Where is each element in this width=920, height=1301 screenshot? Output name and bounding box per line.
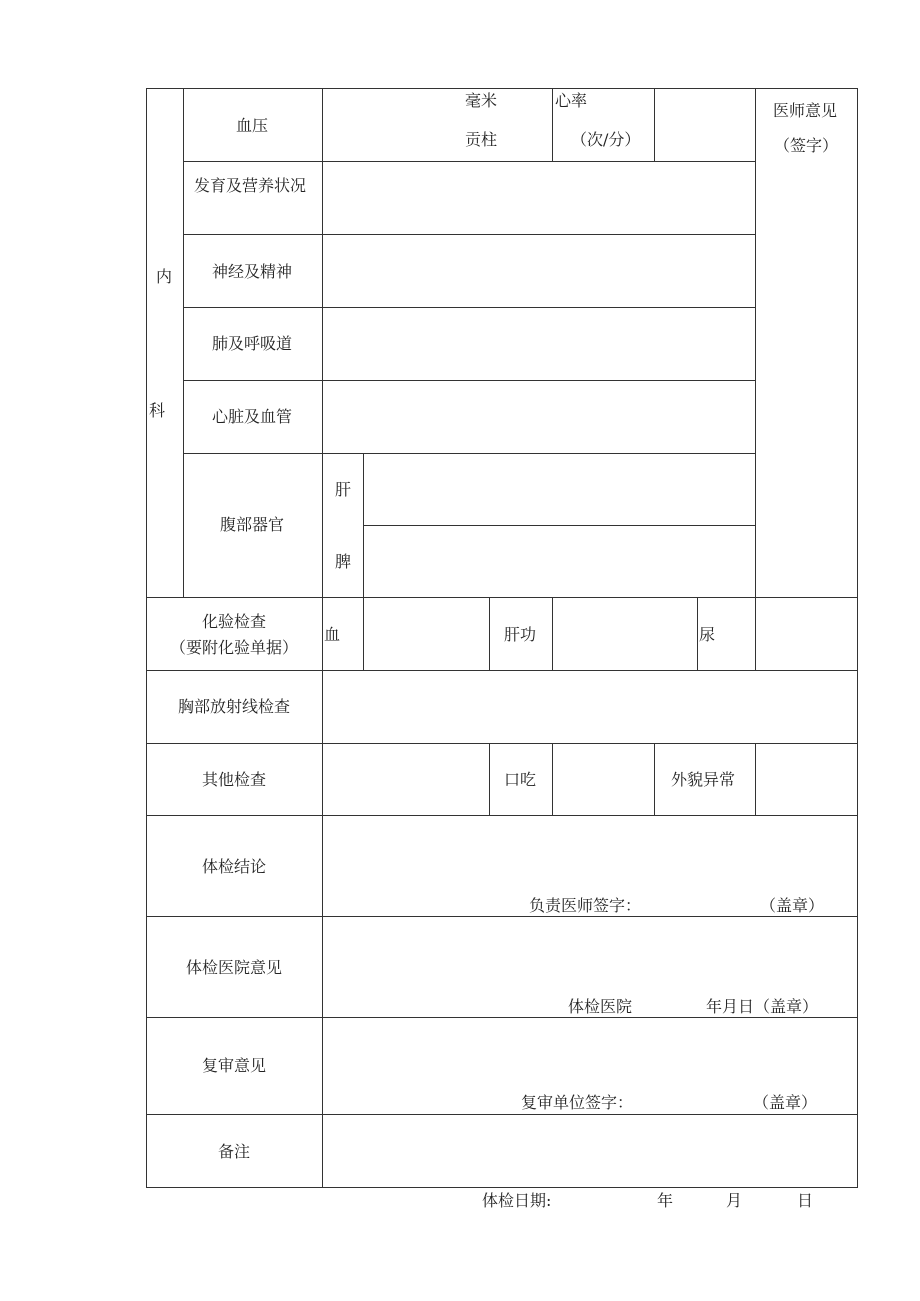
heart-label: 心脏及血管 (211, 407, 293, 426)
chest-xray-label: 胸部放射线检查 (177, 697, 291, 716)
review-stamp-label: （盖章） (753, 1093, 818, 1112)
doctor-signature-label: （签字） (774, 136, 839, 155)
blood-pressure-label: 血压 (235, 116, 269, 135)
heart-rate-unit: （次/分） (571, 130, 641, 149)
internal-label-top: 内 (156, 267, 173, 286)
hospital-name-label: 体检医院 (568, 997, 633, 1016)
exam-day-label: 日 (797, 1191, 814, 1210)
hospital-date-stamp: 年月日（盖章） (706, 997, 819, 1016)
other-exam-label: 其他检查 (201, 770, 267, 789)
blood-label: 血 (324, 625, 341, 644)
spleen-label: 脾 (335, 552, 352, 571)
review-sign-label: 复审单位签字： (521, 1093, 634, 1112)
lab-note: （要附化验单据） (169, 638, 299, 657)
conclusion-label: 体检结论 (201, 857, 267, 876)
conclusion-stamp-label: （盖章） (760, 896, 825, 915)
hospital-opinion-label: 体检医院意见 (185, 958, 283, 977)
liver-label: 肝 (335, 480, 352, 499)
abdomen-label: 腹部器官 (219, 515, 285, 534)
conclusion-sign-label: 负责医师签字： (529, 896, 642, 915)
stutter-label: 口吃 (504, 770, 537, 789)
liver-function-label: 肝功 (504, 625, 537, 644)
bp-unit-hg: 贡柱 (465, 130, 498, 149)
heart-rate-label: 心率 (555, 91, 588, 110)
exam-year-label: 年 (657, 1191, 674, 1210)
urine-label: 尿 (699, 625, 716, 644)
lungs-label: 肺及呼吸道 (211, 334, 293, 353)
review-label: 复审意见 (201, 1056, 267, 1075)
lab-label: 化验检查 (201, 612, 267, 631)
internal-label-bottom: 科 (149, 401, 166, 420)
remarks-label: 备注 (217, 1142, 251, 1161)
bp-unit-mm: 毫米 (465, 91, 498, 110)
exam-month-label: 月 (726, 1191, 743, 1210)
development-label: 发育及营养状况 (194, 176, 307, 195)
appearance-label: 外貌异常 (671, 770, 736, 789)
doctor-opinion-label: 医师意见 (773, 101, 838, 120)
nervous-label: 神经及精神 (211, 262, 293, 281)
exam-date-label: 体检日期: (482, 1191, 552, 1210)
